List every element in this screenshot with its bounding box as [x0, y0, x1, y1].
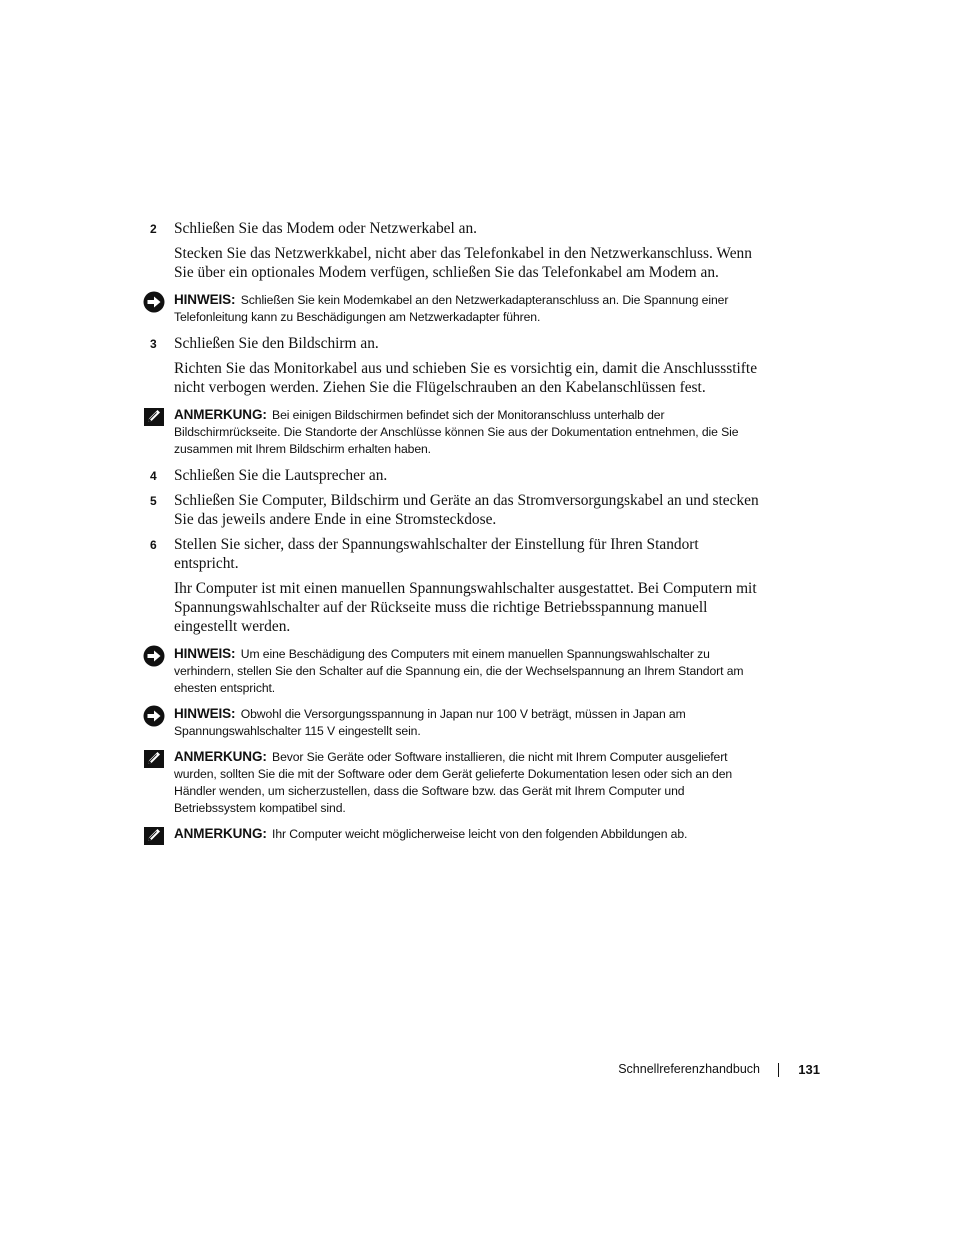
step-3: [140, 334, 760, 353]
pencil-note-icon: [143, 748, 165, 770]
note-text: Ihr Computer weicht möglicherweise leicht von den folgenden Abbildungen ab.: [272, 827, 688, 841]
arrow-circle-icon: [143, 705, 165, 727]
notice-text: Um eine Beschädigung des Computers mit einem manuellen Spannungswahlschalter zu verhindern, stellen Sie den Schalter auf die Spannung ein, die der Wechselspannung an Ihrem Standort am ehesten entspricht.: [174, 647, 744, 695]
note-text: Bevor Sie Geräte oder Software installieren, die nicht mit Ihrem Computer ausgeliefert wurden, sollten Sie die mit der Software oder dem Gerät gelieferte Dokumentation lesen oder sich an den Händler wenden, um sicherzustellen, dass die Software bzw. das Gerät mit Ihrem Computer und Betriebssystem kompatibel sind.: [174, 750, 733, 815]
note-anmerkung: [140, 825, 760, 843]
note-label: ANMERKUNG:: [174, 826, 267, 841]
step-text: Schließen Sie die Lautsprecher an.: [174, 467, 388, 484]
step-text: Schließen Sie Computer, Bildschirm und Geräte an das Stromversorgungskabel an und stecken Sie das jeweils andere Ende in eine Stromsteckdose.: [174, 492, 759, 528]
step-text: Stellen Sie sicher, dass der Spannungswahlschalter der Einstellung für Ihren Standort entspricht.: [174, 536, 699, 572]
footer-separator: [778, 1063, 779, 1077]
step-text: Schließen Sie das Modem oder Netzwerkabel an.: [174, 220, 478, 237]
note-anmerkung: [140, 406, 760, 458]
step-number: 5: [150, 494, 157, 508]
body-paragraph: Stecken Sie das Netzwerkkabel, nicht aber das Telefonkabel in den Netzwerkanschluss. Wenn Sie über ein optionales Modem verfügen, schließen Sie das Telefonkabel am Modem an.: [174, 245, 752, 281]
arrow-circle-icon: [143, 291, 165, 313]
arrow-circle-icon: [143, 645, 165, 667]
notice-hinweis: [140, 645, 760, 697]
notice-hinweis: [140, 705, 760, 740]
page-content: [140, 219, 760, 851]
step-2: [140, 219, 760, 238]
note-anmerkung: [140, 748, 760, 817]
notice-label: HINWEIS:: [174, 646, 236, 661]
notice-hinweis: [140, 291, 760, 326]
page-number: 131: [798, 1062, 820, 1077]
body-paragraph: Richten Sie das Monitorkabel aus und schieben Sie es vorsichtig ein, damit die Anschlussstifte nicht verbogen werden. Ziehen Sie die Flügelschrauben an den Kabelanschlüssen fest.: [174, 360, 758, 396]
note-label: ANMERKUNG:: [174, 749, 267, 764]
step-number: 4: [150, 469, 157, 483]
step-6: [140, 535, 760, 573]
notice-label: HINWEIS:: [174, 706, 236, 721]
notice-label: HINWEIS:: [174, 292, 236, 307]
notice-text: Obwohl die Versorgungsspannung in Japan nur 100 V beträgt, müssen in Japan am Spannungswahlschalter 115 V eingestellt sein.: [174, 707, 686, 738]
note-label: ANMERKUNG:: [174, 407, 267, 422]
body-paragraph: Ihr Computer ist mit einen manuellen Spannungswahlschalter ausgestattet. Bei Computern mit Spannungswahlschalter auf der Rückseite muss die richtige Betriebsspannung manuell eingestellt werden.: [174, 580, 757, 635]
step-number: 6: [150, 538, 157, 552]
step-number: 3: [150, 337, 157, 351]
step-5: [140, 491, 760, 529]
note-text: Bei einigen Bildschirmen befindet sich der Monitoranschluss unterhalb der Bildschirmrückseite. Die Standorte der Anschlüsse können Sie aus der Dokumentation entnehmen, die Sie zusammen mit Ihrem Bildschirm erhalten haben.: [174, 408, 739, 456]
notice-text: Schließen Sie kein Modemkabel an den Netzwerkadapteranschluss an. Die Spannung einer Telefonleitung kann zu Beschädigungen am Netzwerkadapter führen.: [174, 293, 729, 324]
pencil-note-icon: [143, 406, 165, 428]
step-text: Schließen Sie den Bildschirm an.: [174, 335, 379, 352]
footer-title: Schnellreferenzhandbuch: [618, 1062, 760, 1076]
step-4: [140, 466, 760, 485]
step-number: 2: [150, 222, 157, 236]
pencil-note-icon: [143, 825, 165, 847]
